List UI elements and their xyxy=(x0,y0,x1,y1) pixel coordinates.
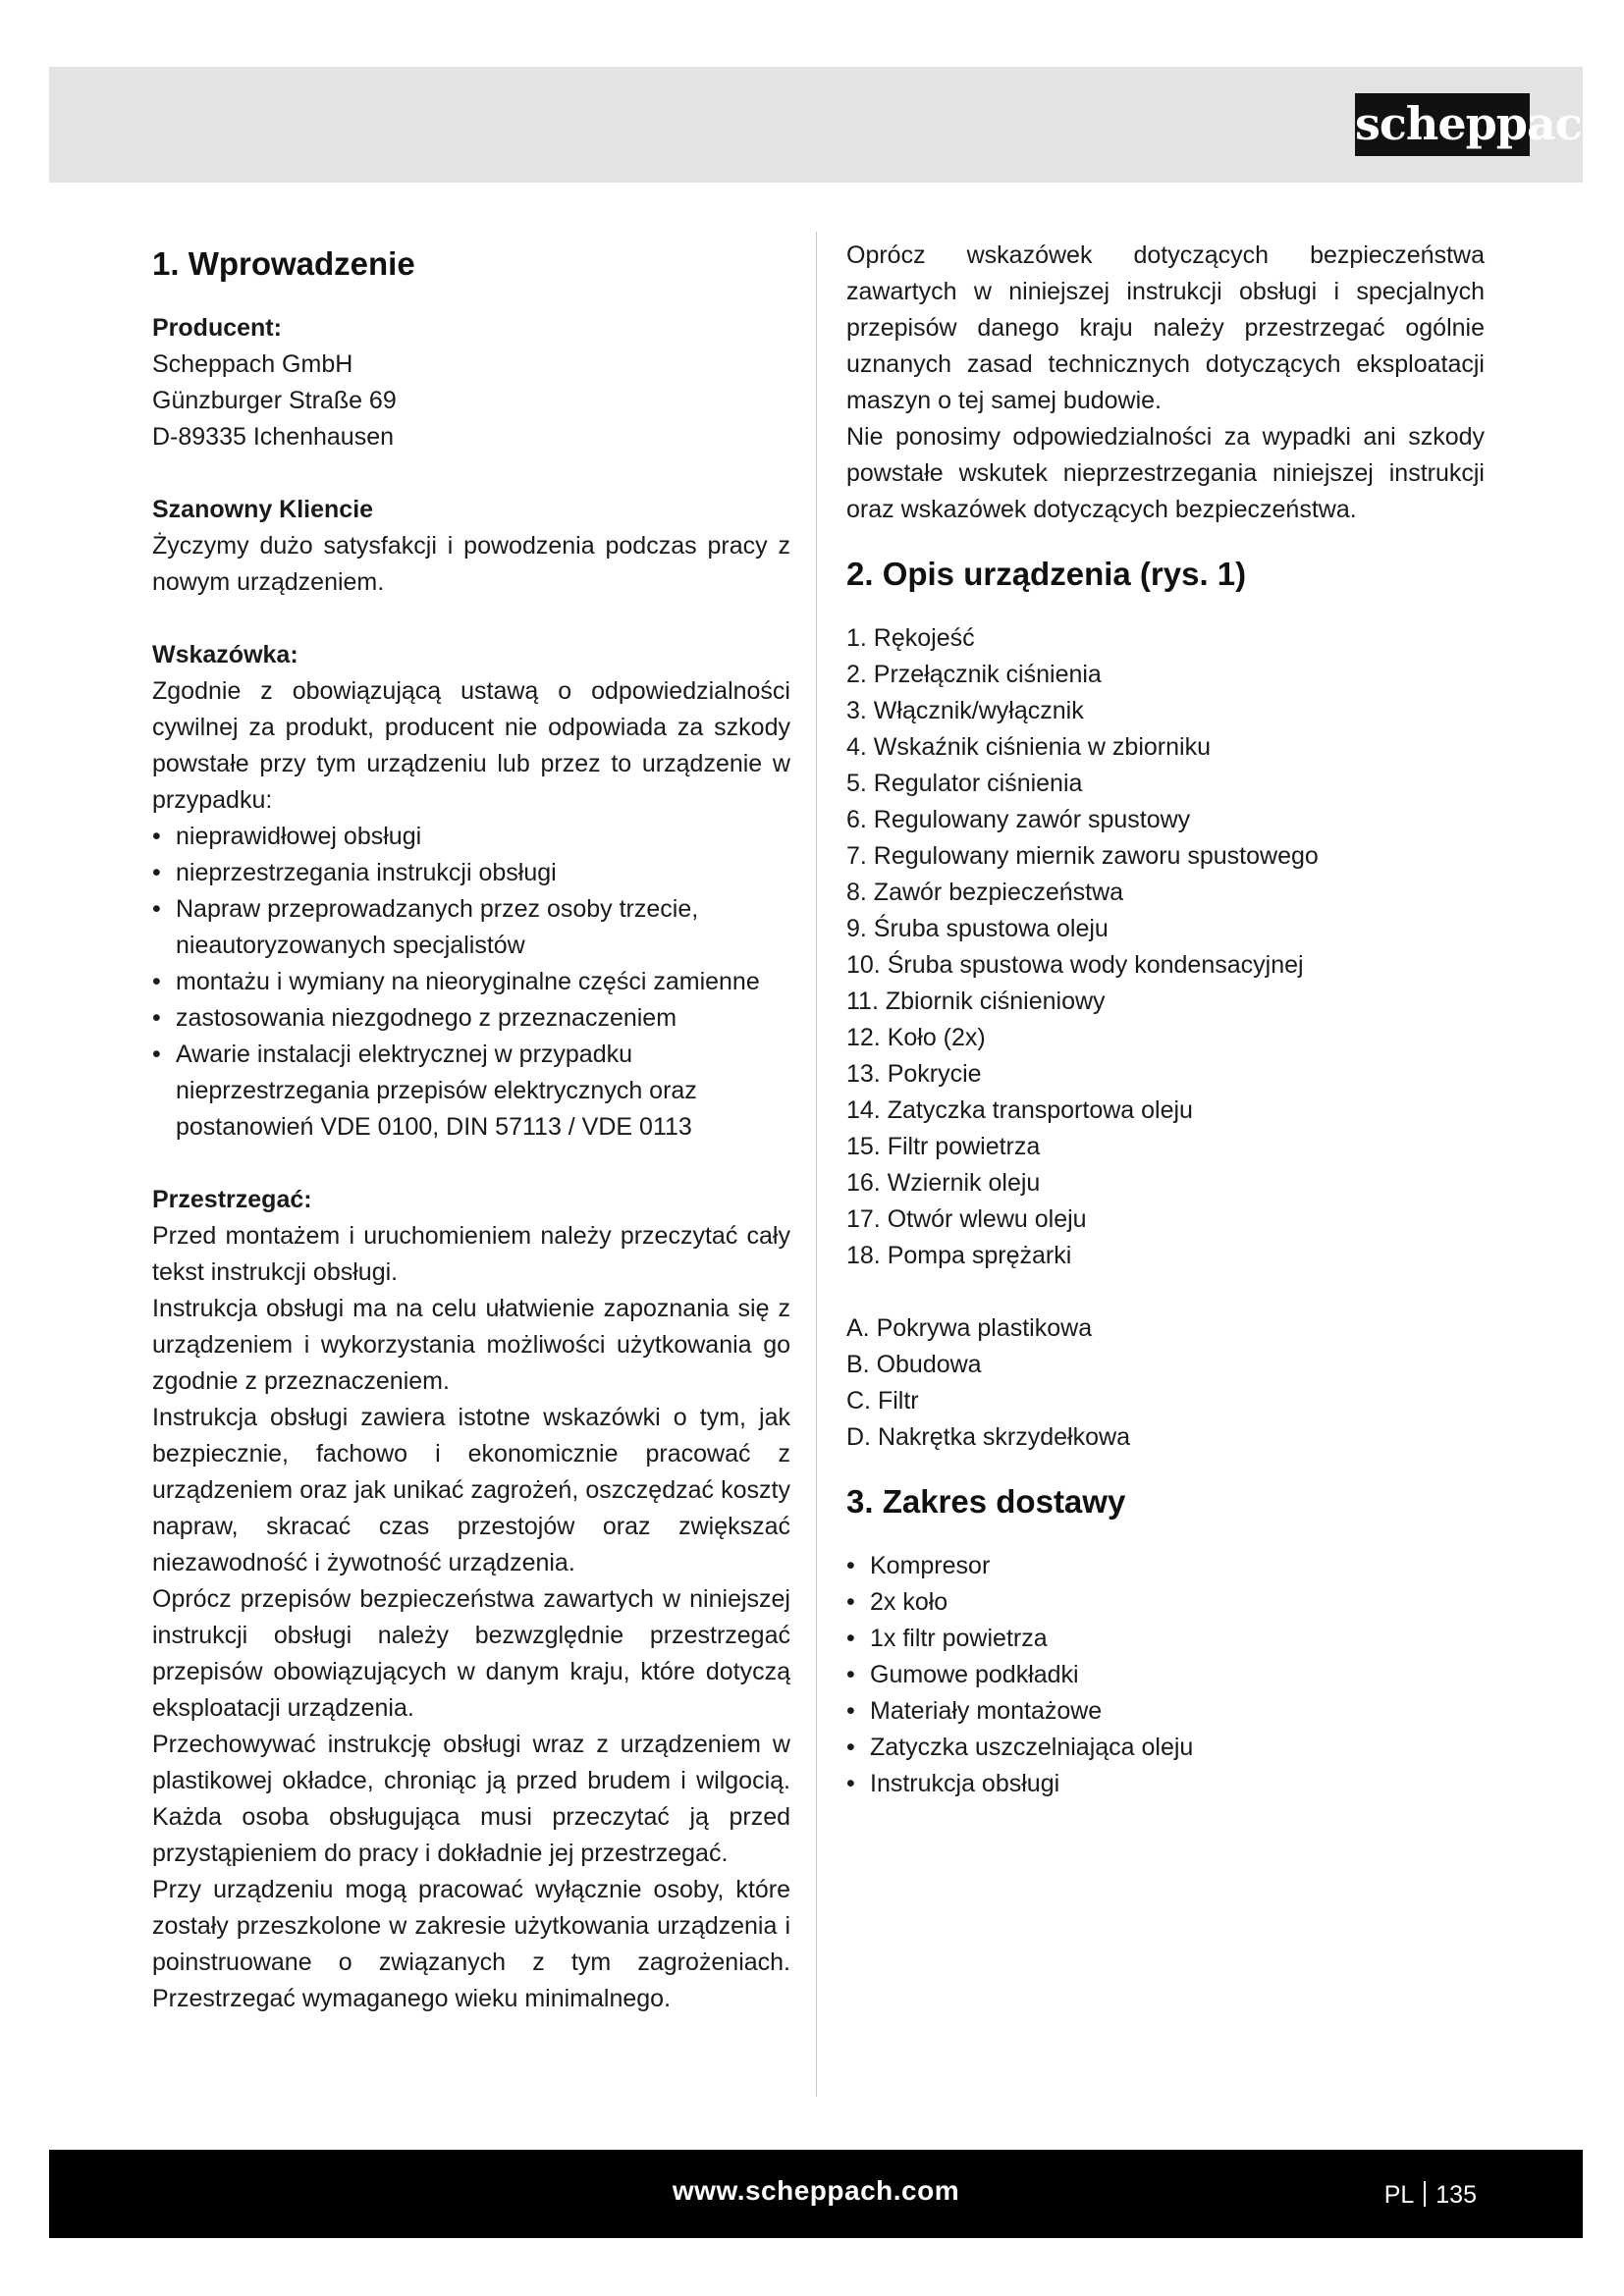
list-item: • Kompresor xyxy=(846,1548,1485,1584)
observe-paragraph: Oprócz przepisów bezpieczeństwa zawartych w niniejszej instrukcji obsługi należy bezwzględnie przestrzegać przepisów obowiązujących w danym kraju, które dotyczą eksploatacji urządzenia. xyxy=(152,1585,790,1722)
list-item: 1. Rękojeść xyxy=(846,624,975,652)
list-item: 6. Regulowany zawór spustowy xyxy=(846,806,1191,833)
page-footer xyxy=(49,2150,1583,2238)
list-item: 8. Zawór bezpieczeństwa xyxy=(846,879,1124,906)
intro-paragraph: Oprócz wskazówek dotyczących bezpieczeństwa zawartych w niniejszej instrukcji obsługi i specjalnych przepisów danego kraju należy przestrzegać ogólnie uznanych zasad technicznych dotyczących eksploatacji maszyn o tej samej budowie. xyxy=(846,241,1485,414)
left-column xyxy=(152,238,790,2017)
list-item: 9. Śruba spustowa oleju xyxy=(846,915,1109,942)
list-item: • Materiały montażowe xyxy=(846,1693,1485,1730)
list-item: • Napraw przeprowadzanych przez osoby trzecie, nieautoryzowanych specjalistów xyxy=(152,891,790,964)
observe-paragraph: Przy urządzeniu mogą pracować wyłącznie osoby, które zostały przeszkolone w zakresie użytkowania urządzenia i poinstruowane o związanych z tym zagrożeniach. Przestrzegać wymaganego wieku minimalnego. xyxy=(152,1876,790,2012)
producer-line: D-89335 Ichenhausen xyxy=(152,423,395,451)
list-item: 5. Regulator ciśnienia xyxy=(846,770,1083,797)
list-item: B. Obudowa xyxy=(846,1351,982,1378)
heading-introduction: 1. Wprowadzenie xyxy=(152,245,415,282)
list-item: 11. Zbiornik ciśnieniowy xyxy=(846,988,1106,1015)
list-item: • Instrukcja obsługi xyxy=(846,1766,1485,1802)
list-item: • 1x filtr powietrza xyxy=(846,1621,1485,1657)
observe-label: Przestrzegać: xyxy=(152,1186,312,1213)
list-item: A. Pokrywa plastikowa xyxy=(846,1314,1093,1342)
list-item: 14. Zatyczka transportowa oleju xyxy=(846,1096,1193,1124)
page-header xyxy=(49,67,1614,183)
note-bullet-list xyxy=(152,819,790,1146)
list-item: 17. Otwór wlewu oleju xyxy=(846,1205,1087,1233)
observe-paragraph: Instrukcja obsługi zawiera istotne wskazówki o tym, jak bezpiecznie, fachowo i ekonomicznie pracować z urządzeniem oraz jak unikać zagrożeń, oszczędzać koszty napraw, skracać czas przestojów oraz zwiększać niezawodność i żywotność urządzenia. xyxy=(152,1404,790,1576)
producer-label: Producent: xyxy=(152,314,282,342)
list-item: 15. Filtr powietrza xyxy=(846,1133,1041,1160)
language-code: PL xyxy=(1383,2181,1415,2209)
parts-list xyxy=(846,620,1485,1274)
list-item: • zastosowania niezgodnego z przeznaczeniem xyxy=(152,1000,790,1037)
right-column xyxy=(846,238,1485,1802)
heading-scope-of-delivery: 3. Zakres dostawy xyxy=(846,1483,1126,1520)
producer-line: Scheppach GmbH xyxy=(152,350,353,378)
list-item: • nieprzestrzegania instrukcji obsługi xyxy=(152,855,790,891)
list-item: 16. Wziernik oleju xyxy=(846,1169,1041,1197)
list-item: D. Nakrętka skrzydełkowa xyxy=(846,1423,1130,1451)
page-number xyxy=(1384,2150,1477,2240)
delivery-list xyxy=(846,1548,1485,1802)
note-label: Wskazówka: xyxy=(152,641,298,668)
list-item: • Zatyczka uszczelniająca oleju xyxy=(846,1730,1485,1766)
list-item: 7. Regulowany miernik zaworu spustowego xyxy=(846,842,1319,870)
customer-text: Życzymy dużo satysfakcji i powodzenia podczas pracy z nowym urządzeniem. xyxy=(152,532,790,596)
observe-paragraph: Przed montażem i uruchomieniem należy przeczytać cały tekst instrukcji obsługi. xyxy=(152,1222,790,1286)
producer-address xyxy=(152,347,790,455)
customer-label: Szanowny Kliencie xyxy=(152,496,374,523)
observe-paragraph: Przechowywać instrukcję obsługi wraz z urządzeniem w plastikowej okładce, chroniąc ją przed brudem i wilgocią. Każda osoba obsługująca musi przeczytać ją przed przystąpieniem do pracy i dokładnie jej przestrzegać. xyxy=(152,1731,790,1867)
list-item: • 2x koło xyxy=(846,1584,1485,1621)
note-text: Zgodnie z obowiązującą ustawą o odpowiedzialności cywilnej za produkt, producent nie odpowiada za szkody powstałe przy tym urządzeniu lub przez to urządzenie w przypadku: xyxy=(152,677,790,814)
list-item: • Awarie instalacji elektrycznej w przypadku nieprzestrzegania przepisów elektrycznych oraz postanowień VDE 0100, DIN 57113 / VDE 0113 xyxy=(152,1037,790,1146)
list-item: • nieprawidłowej obsługi xyxy=(152,819,790,855)
observe-paragraph: Instrukcja obsługi ma na celu ułatwienie zapoznania się z urządzeniem i wykorzystania możliwości użytkowania go zgodnie z przeznaczeniem. xyxy=(152,1295,790,1395)
parts-letter-list xyxy=(846,1310,1485,1456)
list-item: • Gumowe podkładki xyxy=(846,1657,1485,1693)
list-item: 13. Pokrycie xyxy=(846,1060,982,1088)
list-item: 4. Wskaźnik ciśnienia w zbiorniku xyxy=(846,733,1211,761)
column-divider xyxy=(816,232,817,2097)
website-link[interactable]: www.scheppach.com xyxy=(672,2175,960,2206)
list-item: • montażu i wymiany na nieoryginalne części zamienne xyxy=(152,964,790,1000)
list-item: 18. Pompa sprężarki xyxy=(846,1242,1072,1269)
page-number-value: 135 xyxy=(1435,2181,1477,2209)
intro-paragraph: Nie ponosimy odpowiedzialności za wypadki ani szkody powstałe wskutek nieprzestrzegania niniejszej instrukcji oraz wskazówek dotyczących bezpieczeństwa. xyxy=(846,423,1485,523)
list-item: C. Filtr xyxy=(846,1387,919,1415)
heading-device-description: 2. Opis urządzenia (rys. 1) xyxy=(846,556,1247,592)
list-item: 2. Przełącznik ciśnienia xyxy=(846,661,1102,688)
scheppach-logo: scheppach xyxy=(1355,93,1530,156)
list-item: 3. Włącznik/wyłącznik xyxy=(846,697,1084,724)
list-item: 12. Koło (2x) xyxy=(846,1024,986,1051)
list-item: 10. Śruba spustowa wody kondensacyjnej xyxy=(846,951,1304,979)
producer-line: Günzburger Straße 69 xyxy=(152,387,397,414)
